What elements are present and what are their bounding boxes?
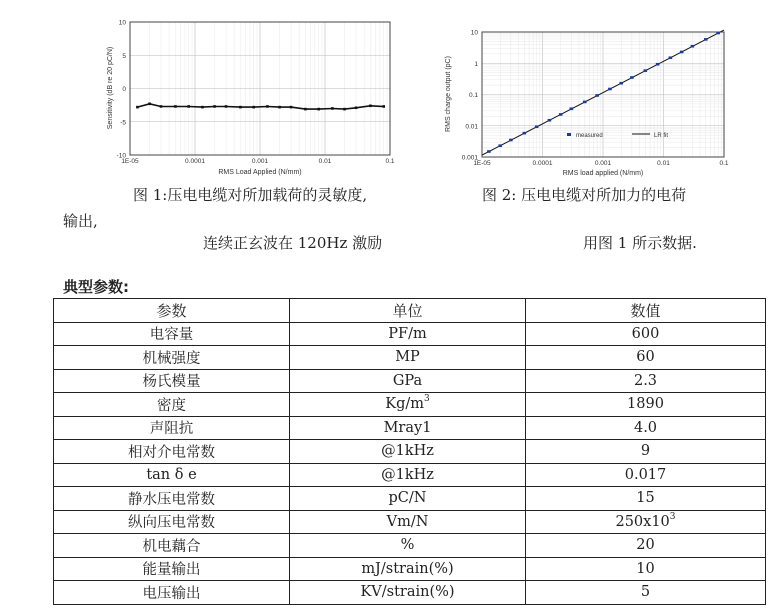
table-row — [54, 346, 766, 370]
table-row — [54, 487, 766, 511]
table-header-row — [54, 299, 766, 323]
cell-value-text: 15 — [636, 490, 655, 507]
cell-value — [526, 440, 766, 464]
f2-data-point — [630, 76, 634, 79]
f2-y-tick-label: 0.001 — [461, 154, 478, 162]
figure1-x-axis-label: RMS Load Applied (N/mm) — [218, 169, 302, 176]
figure1-caption-line2: 输出, — [63, 212, 98, 230]
cell-param-text: 静水压电常数 — [128, 491, 215, 508]
cell-param — [54, 322, 290, 346]
cell-unit — [290, 416, 526, 440]
table-row — [54, 534, 766, 558]
cell-param — [54, 581, 290, 605]
cell-param — [54, 534, 290, 558]
f1-x-tick-label: 0.01 — [318, 158, 332, 165]
header-param: 参数 — [54, 299, 290, 323]
f1-x-tick-label: 0.0001 — [185, 158, 205, 165]
cell-unit — [290, 463, 526, 487]
cell-value-text: 600 — [631, 325, 660, 342]
f2-data-point — [548, 119, 552, 122]
f2-y-tick-label: 0.01 — [465, 123, 478, 131]
cell-value — [526, 416, 766, 440]
f2-data-point — [619, 82, 623, 85]
f1-data-point — [317, 108, 320, 111]
cell-unit — [290, 534, 526, 558]
table-row — [54, 440, 766, 464]
legend-lrfit-label: LR fit — [654, 133, 669, 139]
f2-x-tick-label: 1E-05 — [473, 160, 491, 167]
cell-unit-text: Kg/m — [385, 396, 424, 413]
figure2-y-ticks — [462, 30, 479, 162]
cell-unit-text: @1kHz — [381, 443, 434, 460]
cell-unit-text: MP — [395, 349, 420, 366]
cell-value — [526, 369, 766, 393]
table-row — [54, 463, 766, 487]
f1-data-point — [355, 106, 358, 109]
cell-param — [54, 416, 290, 440]
f2-x-tick-label: 0.1 — [719, 160, 729, 167]
cell-value — [526, 322, 766, 346]
f2-data-point — [691, 45, 695, 48]
f1-data-point — [201, 106, 204, 109]
cell-value-text: 250x10 — [615, 513, 670, 530]
f1-data-point — [136, 106, 139, 109]
figure1-chart — [100, 12, 400, 182]
f1-data-point — [148, 102, 151, 105]
figure1-caption-line3: 连续正玄波在 120Hz 激励 — [203, 234, 383, 252]
figure1-grid — [130, 22, 390, 155]
cell-unit — [290, 322, 526, 346]
f2-data-point — [608, 88, 612, 91]
cell-unit — [290, 557, 526, 581]
parameters-table — [53, 298, 766, 605]
cell-value — [526, 463, 766, 487]
cell-unit — [290, 346, 526, 370]
f1-data-point — [266, 105, 269, 108]
cell-param-text: 纵向压电常数 — [128, 515, 215, 532]
f2-y-tick-label: 1 — [474, 60, 478, 68]
cell-value-text: 1890 — [627, 396, 664, 413]
cell-unit-text: KV/strain(%) — [360, 584, 455, 601]
cell-param — [54, 510, 290, 534]
figure1-x-ticks — [121, 158, 395, 165]
cell-value-text: 10 — [636, 560, 655, 577]
cell-unit-text: mJ/strain(%) — [361, 560, 454, 577]
f1-data-point — [239, 106, 242, 109]
f2-data-point — [570, 107, 574, 110]
cell-value-text: 5 — [640, 584, 651, 601]
table-row — [54, 557, 766, 581]
cell-unit — [290, 440, 526, 464]
f1-x-tick-label: 1E-05 — [121, 158, 139, 165]
cell-param-text: 声阻抗 — [149, 421, 194, 438]
f2-data-point — [498, 144, 502, 147]
f2-data-point — [487, 150, 491, 153]
cell-param-text: 机电藕合 — [142, 538, 201, 555]
cell-value — [526, 581, 766, 605]
cell-unit-text: % — [400, 537, 415, 554]
cell-unit-text: Vm/N — [386, 513, 429, 530]
figure1-y-axis-label: Sensitivity (dB re 20 pC/N) — [107, 46, 114, 130]
figure2-caption-line2: 用图 1 所示数据. — [583, 234, 697, 252]
cell-param — [54, 346, 290, 370]
f1-data-point — [343, 108, 346, 111]
f1-y-tick-label: 0 — [122, 86, 126, 93]
cell-param — [54, 557, 290, 581]
figure2-caption-line1: 图 2: 压电电缆对所加力的电荷 — [482, 186, 687, 204]
figure2-x-axis-label: RMS load applied (N/mm) — [562, 170, 644, 177]
f1-x-tick-label: 0.001 — [251, 158, 269, 165]
cell-param — [54, 463, 290, 487]
f2-y-tick-label: 10 — [470, 29, 478, 37]
cell-value — [526, 393, 766, 417]
legend-measured-marker — [567, 133, 571, 136]
f2-data-point — [643, 69, 647, 72]
f1-data-point — [382, 105, 385, 108]
cell-value-text: 4.0 — [633, 419, 658, 436]
f1-data-point — [304, 108, 307, 111]
figure1-caption-line1: 图 1:压电电缆对所加载荷的灵敏度, — [133, 186, 368, 204]
cell-value-text: 60 — [636, 349, 655, 366]
f2-data-point — [535, 125, 539, 128]
cell-param-text: 密度 — [157, 397, 186, 414]
cell-unit-text: pC/N — [388, 490, 427, 507]
cell-param-text: 杨氏模量 — [142, 374, 201, 391]
f2-data-point — [509, 139, 513, 142]
f2-data-point — [583, 101, 587, 104]
cell-value — [526, 510, 766, 534]
cell-param-text: 机械强度 — [142, 350, 201, 367]
table-row — [54, 581, 766, 605]
section-title: 典型参数: — [63, 278, 129, 296]
cell-value-text: 20 — [636, 537, 655, 554]
cell-value — [526, 534, 766, 558]
cell-param-text: 能量输出 — [142, 562, 201, 579]
f2-data-point — [522, 132, 526, 135]
cell-value-superscript: 3 — [669, 511, 676, 522]
table-row — [54, 393, 766, 417]
cell-value — [526, 346, 766, 370]
f1-data-point — [278, 106, 281, 109]
figure2-y-axis-label: RMS charge output (pC) — [445, 56, 452, 132]
f2-x-tick-label: 0.001 — [594, 160, 612, 167]
f2-data-point — [669, 56, 673, 59]
cell-unit-text: GPa — [392, 372, 423, 389]
f2-y-tick-label: 0.1 — [468, 92, 478, 99]
cell-unit — [290, 393, 526, 417]
table-row — [54, 322, 766, 346]
cell-param — [54, 369, 290, 393]
cell-param — [54, 393, 290, 417]
figure2-chart — [440, 22, 740, 178]
f1-data-point — [225, 105, 228, 108]
cell-param-text: tan δ e — [146, 466, 197, 483]
f2-data-point — [716, 32, 720, 35]
f2-data-point — [559, 113, 563, 116]
f1-data-point — [252, 106, 255, 109]
cell-unit-text: @1kHz — [381, 466, 434, 483]
f2-data-point — [680, 51, 684, 54]
legend-measured-label: measured — [576, 133, 603, 139]
f1-y-tick-label: -10 — [116, 152, 126, 160]
cell-param — [54, 440, 290, 464]
f2-x-tick-label: 0.0001 — [532, 160, 553, 167]
f1-data-point — [160, 105, 163, 108]
figure2-grid — [482, 32, 724, 157]
f1-data-point — [174, 105, 177, 108]
f2-data-point — [704, 38, 708, 41]
f1-data-point — [187, 105, 190, 108]
f1-data-point — [331, 107, 334, 110]
f2-data-point — [595, 94, 599, 97]
cell-unit-superscript: 3 — [424, 394, 430, 405]
cell-param-text: 电容量 — [149, 327, 194, 344]
cell-param-text: 相对介电常数 — [128, 444, 215, 461]
cell-unit — [290, 487, 526, 511]
cell-value-text: 9 — [640, 443, 651, 460]
table-row — [54, 510, 766, 534]
f1-y-tick-label: -5 — [120, 119, 126, 127]
cell-value — [526, 487, 766, 511]
f1-data-point — [369, 104, 372, 107]
f1-data-point — [213, 105, 216, 108]
figure1-series — [136, 102, 385, 110]
cell-param — [54, 487, 290, 511]
cell-value — [526, 557, 766, 581]
header-value: 数值 — [526, 299, 766, 323]
figure1-y-ticks — [117, 20, 127, 160]
f1-y-tick-label: 10 — [118, 19, 126, 27]
cell-unit-text: PF/m — [388, 325, 427, 342]
header-unit: 单位 — [290, 299, 526, 323]
cell-unit — [290, 581, 526, 605]
cell-param-text: 电压输出 — [142, 585, 201, 602]
f1-y-tick-label: 5 — [122, 52, 126, 60]
cell-value-text: 0.017 — [624, 466, 667, 483]
table-row — [54, 369, 766, 393]
f1-x-tick-label: 0.1 — [385, 158, 395, 165]
f2-data-point — [656, 63, 660, 66]
cell-unit — [290, 510, 526, 534]
cell-value-text: 2.3 — [633, 372, 658, 389]
cell-unit — [290, 369, 526, 393]
table-row — [54, 416, 766, 440]
figure2-x-ticks — [473, 160, 729, 167]
cell-unit-text: Mray1 — [383, 419, 432, 436]
f1-data-point — [290, 106, 293, 109]
f2-x-tick-label: 0.01 — [657, 160, 670, 167]
